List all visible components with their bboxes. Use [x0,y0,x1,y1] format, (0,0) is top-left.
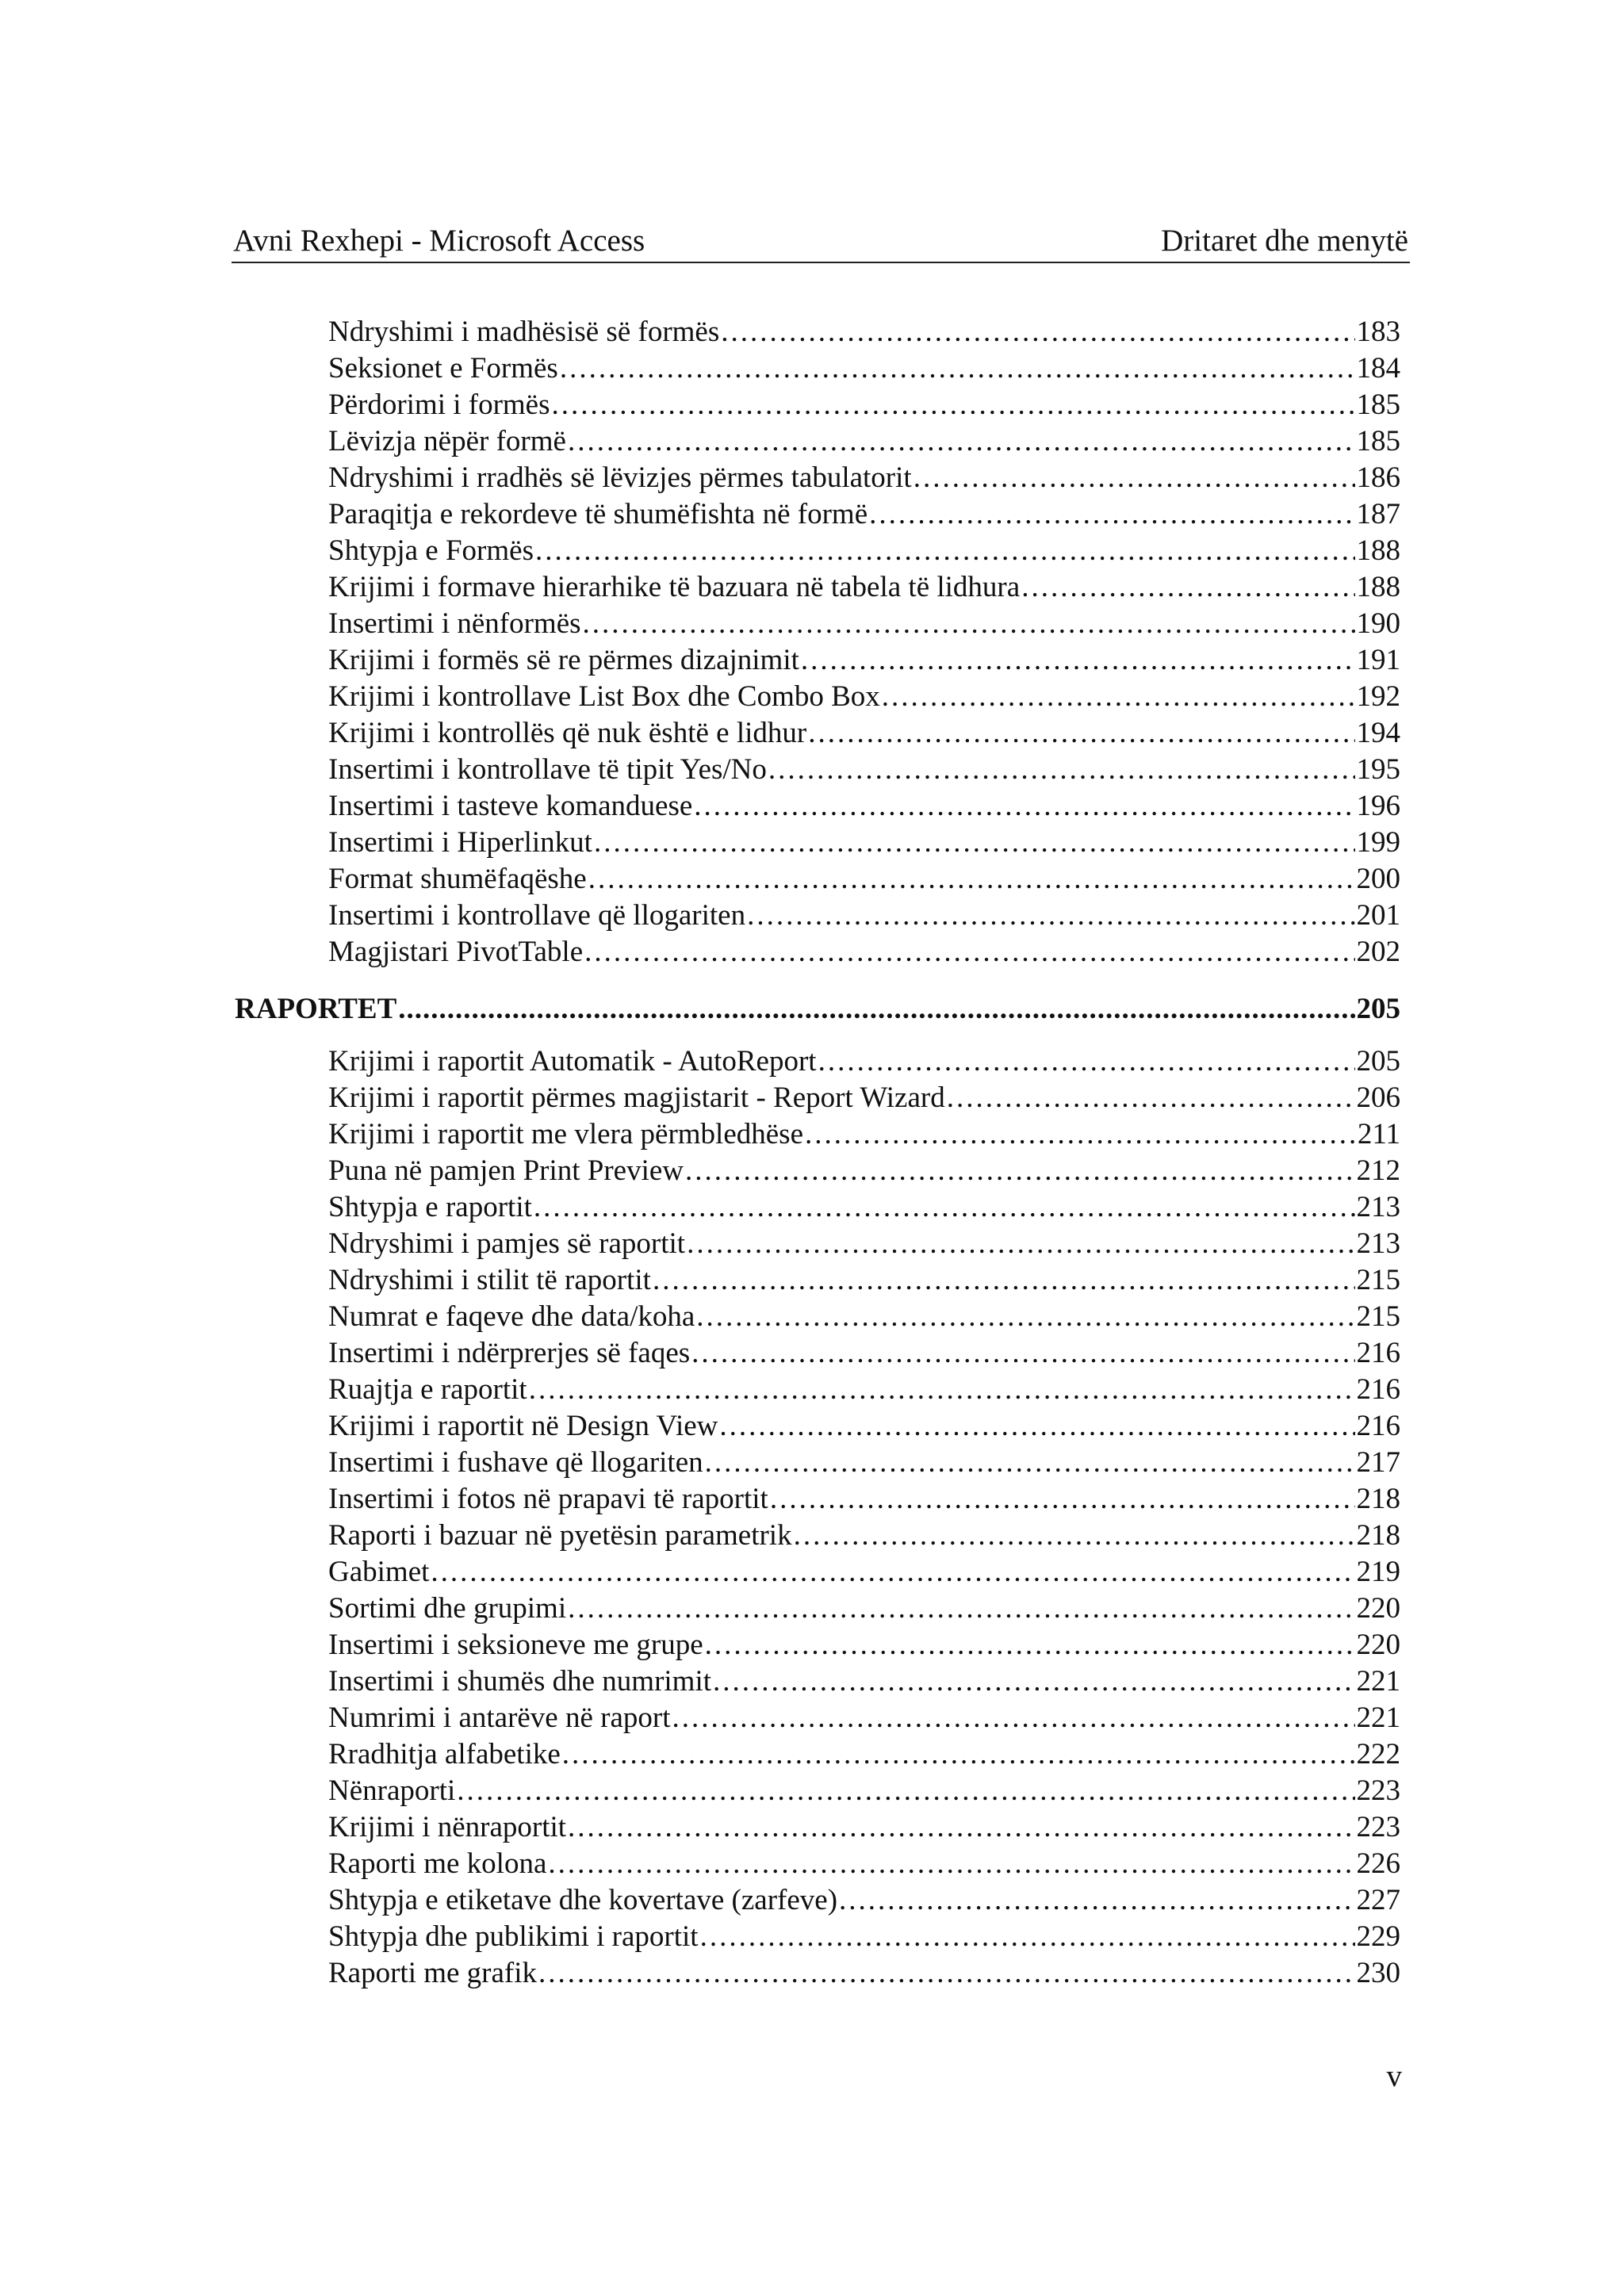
toc-entry-title: Krijimi i kontrollave List Box dhe Combo Box [328,680,880,713]
dot-leader [562,1736,1355,1773]
toc-entry-title: Ndryshimi i pamjes së raportit [328,1227,686,1260]
toc-entry-title: Shtypja e etiketave dhe kovertave (zarfeve) [328,1884,838,1916]
toc-entry-title: Numrat e faqeve dhe data/koha [328,1300,695,1333]
toc-entry-title: Shtypja e raportit [328,1191,532,1223]
toc-entry [328,1481,1400,1518]
dot-leader [594,825,1355,861]
dot-leader [747,898,1354,934]
dot-leader [548,1846,1354,1882]
toc-entry-title: Ndryshimi i madhësisë së formës [328,316,720,348]
toc-entry-page: 219 [1356,1556,1400,1588]
page-number: v [1386,2059,1402,2093]
toc-entry-title: Raporti i bazuar në pyetësin parametrik [328,1519,792,1552]
toc-entry-title: Shtypja dhe publikimi i raportit [328,1920,699,1953]
toc-entry-page: 185 [1356,389,1400,421]
toc-entry [328,314,1400,350]
toc-entry [328,1372,1400,1408]
toc-entry [328,679,1400,715]
toc-entry-page: 202 [1356,936,1400,968]
toc-entry-title: Shtypja e Formës [328,534,534,567]
toc-entry-page: 211 [1357,1118,1400,1150]
toc-entry [328,1919,1400,1955]
toc-entry-title: Rradhitja alfabetike [328,1738,561,1770]
toc-entry-title: Insertimi i seksioneve me grupe [328,1629,703,1661]
toc-entry-page: 186 [1356,461,1400,494]
toc-entry [328,350,1400,387]
toc-entry-page: 218 [1356,1483,1400,1515]
dot-leader [805,1116,1356,1153]
toc-entry-title: Krijimi i raportit Automatik - AutoReport [328,1045,817,1078]
dot-leader [568,423,1355,460]
toc-entry [328,1591,1400,1627]
header-chapter-title: Dritaret dhe menytë [1161,224,1408,258]
toc-entry-page: 218 [1356,1519,1400,1552]
toc-entry-page: 220 [1356,1592,1400,1625]
toc-entry [328,460,1400,496]
toc-entry [328,1299,1400,1335]
toc-entry-title: Insertimi i nënformës [328,607,581,640]
toc-entry [328,496,1400,533]
toc-entry-page: 229 [1356,1920,1400,1953]
dot-leader [672,1700,1355,1736]
toc-entry-title: Përdorimi i formës [328,389,550,421]
toc-entry [328,825,1400,861]
toc-entry-title: Numrimi i antarëve në raport [328,1702,671,1734]
toc-entry-title: Krijimi i nënraportit [328,1811,567,1843]
toc-entry-page: 221 [1356,1702,1400,1734]
toc-entry [328,1043,1400,1080]
toc-entry-page: 222 [1356,1738,1400,1770]
toc-entry [328,1627,1400,1663]
dot-leader [538,1955,1354,1992]
toc-entry-page: 206 [1356,1081,1400,1114]
toc-entry-page: 188 [1356,571,1400,603]
dot-leader [687,1226,1354,1262]
toc-entry-page: 196 [1356,790,1400,822]
dot-leader [839,1882,1354,1919]
toc-entry-title: Gabimet [328,1556,430,1588]
toc-entry-page: 201 [1356,899,1400,932]
dot-leader [653,1262,1355,1299]
toc-entry-title: Ndryshimi i rradhës së lëvizjes përmes tabulatorit [328,461,912,494]
toc-entry-page: 223 [1356,1774,1400,1807]
dot-leader [583,606,1355,642]
toc-entry-page: 184 [1356,352,1400,385]
toc-entry [328,1262,1400,1299]
toc-entry-page: 192 [1356,680,1400,713]
dot-leader [719,1408,1354,1445]
toc-entry-title: Nënraporti [328,1774,456,1807]
toc-entry [328,1153,1400,1189]
toc-entry-page: 223 [1356,1811,1400,1843]
dot-leader [535,533,1355,569]
toc-entry-page: 220 [1356,1629,1400,1661]
running-header [232,220,1410,263]
toc-entry-title: Insertimi i shumës dhe numrimit [328,1665,712,1698]
dot-leader [552,387,1355,423]
toc-entry [328,533,1400,569]
toc-entry-title: Insertimi i kontrollave të tipit Yes/No [328,753,767,786]
toc-entry-title: Ndryshimi i stilit të raportit [328,1264,651,1296]
toc-entry [328,1445,1400,1481]
toc-entry-page: 205 [1356,1045,1400,1078]
dot-leader [560,350,1355,387]
toc-entry-title: Sortimi dhe grupimi [328,1592,567,1625]
toc-entry-title: Insertimi i ndërprerjes së faqes [328,1337,691,1369]
dot-leader [869,496,1354,533]
dot-leader [457,1773,1354,1809]
toc-entry-title: RAPORTET [235,993,397,1025]
toc-entry [328,1080,1400,1116]
toc-entry-page: 221 [1356,1665,1400,1698]
toc-entry-title: Krijimi i raportit përmes magjistarit - Report Wizard [328,1081,945,1114]
header-author-title: Avni Rexhepi - Microsoft Access [233,224,645,258]
toc-entry [328,1700,1400,1736]
toc-entry [328,1226,1400,1262]
toc-entry [328,1663,1400,1700]
toc-entry [328,752,1400,788]
dot-leader [914,460,1355,496]
toc-entry-page: 199 [1356,826,1400,859]
toc-entry [328,861,1400,898]
toc-chapter-entry [235,991,1400,1028]
toc-entry-page: 213 [1356,1191,1400,1223]
toc-entry-title: Krijimi i formave hierarhike të bazuara në tabela të lidhura [328,571,1021,603]
dot-leader [568,1591,1354,1627]
toc-entry-title: Insertimi i Hiperlinkut [328,826,592,859]
toc-entry [328,898,1400,934]
toc-entry-title: Magjistari PivotTable [328,936,584,968]
toc-entry [328,387,1400,423]
toc-entry-title: Paraqitja e rekordeve të shumëfishta në formë [328,498,868,530]
toc-entry-title: Lëvizja nëpër formë [328,425,566,457]
toc-entry-title: Insertimi i kontrollave që llogariten [328,899,746,932]
toc-entry [328,1809,1400,1846]
dot-leader [705,1627,1355,1663]
toc-entry [328,788,1400,825]
toc-entry-page: 191 [1356,644,1400,676]
toc-entry [328,1736,1400,1773]
dot-leader [534,1189,1355,1226]
toc-entry-page: 215 [1356,1264,1400,1296]
toc-entry [328,606,1400,642]
toc-entry-page: 216 [1356,1373,1400,1406]
toc-entry-page: 200 [1356,863,1400,895]
toc-entry [328,1116,1400,1153]
toc-entry-title: Krijimi i raportit në Design View [328,1410,718,1442]
dot-leader [705,1445,1355,1481]
dot-leader [713,1663,1354,1700]
toc-entry-page: 183 [1356,316,1400,348]
toc-entry-title: Insertimi i fotos në prapavi të raportit [328,1483,768,1515]
toc-entry-page: 216 [1356,1410,1400,1442]
toc-entry-page: 188 [1356,534,1400,567]
toc-entry-title: Krijimi i formës së re përmes dizajnimit [328,644,799,676]
toc-entry-title: Insertimi i fushave që llogariten [328,1446,703,1479]
toc-entry-title: Raporti me grafik [328,1957,538,1989]
toc-entry-page: 230 [1356,1957,1400,1989]
toc-entry [328,1846,1400,1882]
toc-entry-page: 212 [1356,1154,1400,1187]
dot-leader [818,1043,1355,1080]
dot-leader [947,1080,1355,1116]
dot-leader [588,861,1355,898]
toc-entry-page: 194 [1356,717,1400,749]
toc-entry-page: 227 [1356,1884,1400,1916]
dot-leader [691,1335,1354,1372]
toc-entry-title: Format shumëfaqëshe [328,863,587,895]
dot-leader [721,314,1354,350]
toc-entry [328,1335,1400,1372]
toc-entry-page: 187 [1356,498,1400,530]
dot-leader [1021,569,1354,606]
toc-entry-page: 205 [1356,993,1400,1025]
toc-entry [328,423,1400,460]
toc-entry-title: Seksionet e Formës [328,352,558,385]
dot-leader [768,752,1355,788]
dot-leader [696,1299,1354,1335]
dot-leader [529,1372,1355,1408]
toc-entry-title: Ruajtja e raportit [328,1373,527,1406]
dot-leader [794,1518,1355,1554]
dot-leader [770,1481,1355,1518]
toc-entry [328,934,1400,970]
toc-entry [328,1882,1400,1919]
toc-entry-page: 195 [1356,753,1400,786]
toc-entry-title: Krijimi i kontrollës që nuk është e lidhur [328,717,807,749]
dot-leader [568,1809,1354,1846]
toc-entry-page: 217 [1356,1446,1400,1479]
toc-entry-title: Puna në pamjen Print Preview [328,1154,684,1187]
toc-entry [328,569,1400,606]
toc-entry [328,1518,1400,1554]
dot-leader [398,991,1354,1028]
toc-entry-page: 190 [1356,607,1400,640]
toc-entry [328,642,1400,679]
toc-entry [328,1955,1400,1992]
toc-entry-title: Krijimi i raportit me vlera përmbledhëse [328,1118,803,1150]
toc-entry [328,1773,1400,1809]
dot-leader [808,715,1354,752]
dot-leader [882,679,1355,715]
dot-leader [694,788,1354,825]
toc-entry-page: 213 [1356,1227,1400,1260]
toc-entry [328,1189,1400,1226]
dot-leader [685,1153,1354,1189]
toc-entry-page: 216 [1356,1337,1400,1369]
dot-leader [431,1554,1354,1591]
toc-entry [328,715,1400,752]
toc-entry [328,1408,1400,1445]
toc-entry-page: 215 [1356,1300,1400,1333]
toc-entry-page: 226 [1356,1847,1400,1880]
dot-leader [700,1919,1355,1955]
toc-entry [328,1554,1400,1591]
toc-entry-page: 185 [1356,425,1400,457]
toc-entry-title: Raporti me kolona [328,1847,547,1880]
dot-leader [584,934,1354,970]
dot-leader [801,642,1355,679]
toc-entry-title: Insertimi i tasteve komanduese [328,790,693,822]
